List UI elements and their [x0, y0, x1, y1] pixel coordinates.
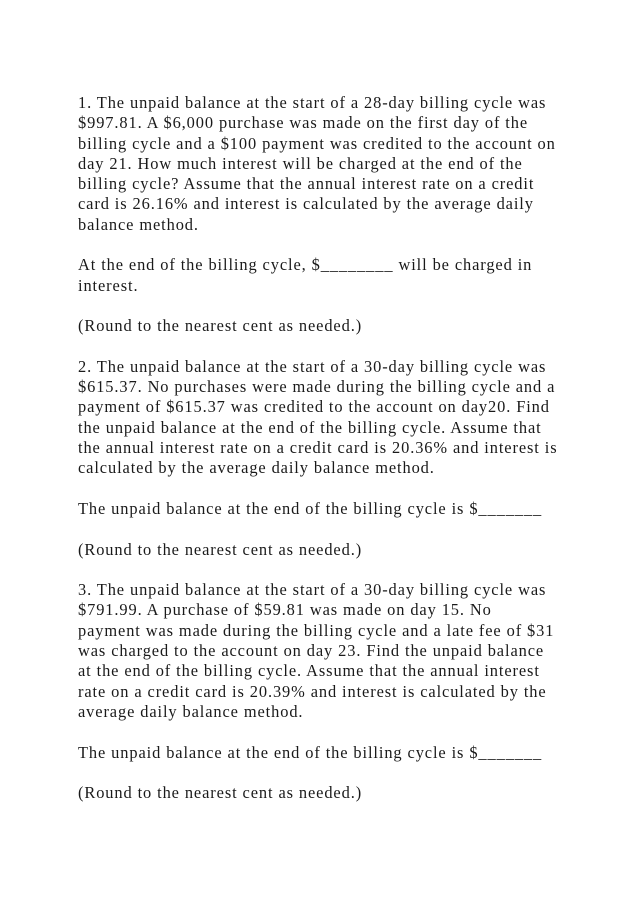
question-3-answer-line: [78, 743, 564, 763]
question-3-text: [78, 580, 564, 722]
question-2-rounding-note: [78, 540, 564, 560]
text-line: payment of $615.37 was credited to the account on day20. Find: [78, 397, 550, 417]
text-line: balance method.: [78, 214, 199, 234]
text-line: 3. The unpaid balance at the start of a 30-day billing cycle was: [78, 580, 547, 600]
text-line: interest.: [78, 275, 139, 295]
text-line: day 21. How much interest will be charged at the end of the: [78, 153, 523, 173]
text-line: At the end of the billing cycle, $________ will be charged in: [78, 255, 533, 275]
text-line: rate on a credit card is 20.39% and interest is calculated by the: [78, 681, 547, 701]
text-line: calculated by the average daily balance method.: [78, 458, 435, 478]
question-1-rounding-note: [78, 316, 564, 336]
text-line: at the end of the billing cycle. Assume that the annual interest: [78, 661, 540, 681]
text-line: (Round to the nearest cent as needed.): [78, 316, 363, 336]
text-line: card is 26.16% and interest is calculated by the average daily: [78, 194, 534, 214]
text-line: $997.81. A $6,000 purchase was made on the first day of the: [78, 113, 529, 133]
question-2-text: [78, 357, 564, 479]
question-3-rounding-note: [78, 783, 564, 803]
text-line: $615.37. No purchases were made during the billing cycle and a: [78, 377, 556, 397]
question-1-text: [78, 93, 564, 235]
text-line: the unpaid balance at the end of the billing cycle. Assume that: [78, 417, 542, 437]
text-line: average daily balance method.: [78, 701, 304, 721]
text-line: 2. The unpaid balance at the start of a 30-day billing cycle was: [78, 356, 547, 376]
text-line: (Round to the nearest cent as needed.): [78, 783, 363, 803]
text-line: billing cycle? Assume that the annual interest rate on a credit: [78, 174, 535, 194]
question-1-answer-line: [78, 255, 564, 296]
text-line: 1. The unpaid balance at the start of a 28-day billing cycle was: [78, 93, 547, 112]
text-line: payment was made during the billing cycle and a late fee of $31: [78, 620, 555, 640]
text-line: The unpaid balance at the end of the billing cycle is $_______: [78, 742, 543, 762]
text-line: the annual interest rate on a credit card is 20.36% and interest is: [78, 438, 558, 458]
text-line: The unpaid balance at the end of the billing cycle is $_______: [78, 498, 543, 518]
text-line: (Round to the nearest cent as needed.): [78, 539, 363, 559]
text-line: $791.99. A purchase of $59.81 was made on day 15. No: [78, 600, 492, 620]
text-line: was charged to the account on day 23. Find the unpaid balance: [78, 641, 545, 661]
question-2-answer-line: [78, 499, 564, 519]
text-line: billing cycle and a $100 payment was credited to the account on: [78, 133, 556, 153]
document-body: [78, 93, 564, 824]
